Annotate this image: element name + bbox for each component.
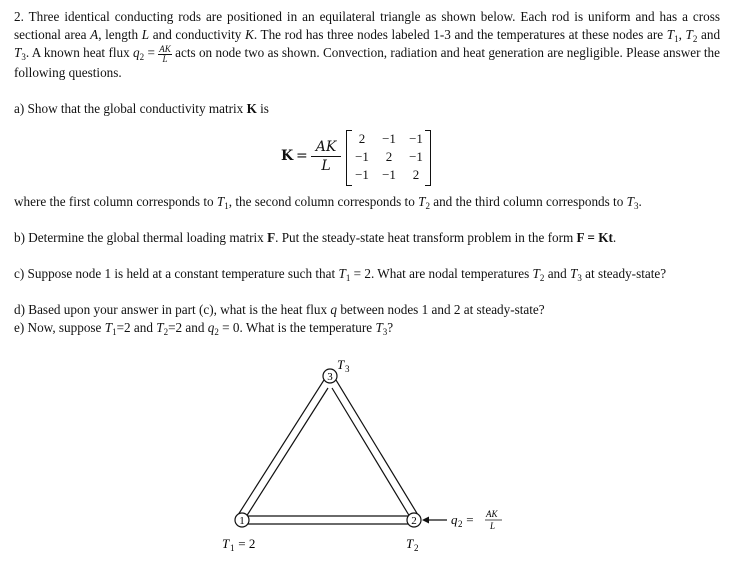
- text: . Put the steady-state heat transform problem in the form: [275, 230, 574, 245]
- sub: 2: [692, 34, 698, 45]
- rods: [238, 380, 418, 524]
- text: and: [547, 266, 567, 281]
- sub: 2: [163, 327, 169, 337]
- column-description: where the first column corresponds to $T_1$, the second column corresponds to $T_2$ and the third column corresponds to $T_3$.: [14, 194, 642, 211]
- den: L: [162, 53, 168, 64]
- text: . The rod has three nodes labeled 1-3 and the temperatures at these nodes are: [253, 27, 664, 43]
- text: and conductivity: [152, 27, 242, 43]
- text: . What are nodal temperatures: [370, 266, 530, 281]
- text: is: [260, 101, 269, 116]
- var: q: [330, 302, 338, 317]
- sub: 2: [539, 273, 545, 283]
- text: e) Now, suppose: [14, 320, 102, 335]
- text: where the first column corresponds to: [14, 194, 214, 209]
- var: T: [14, 45, 22, 61]
- var: F: [267, 230, 276, 245]
- sub: 3: [633, 201, 639, 211]
- t2-sub: 2: [414, 543, 419, 553]
- t2-label: T: [406, 536, 414, 551]
- rod-1-3: [238, 380, 324, 515]
- var: q: [207, 320, 215, 335]
- text: = 2: [353, 266, 371, 281]
- sub: 2: [214, 327, 219, 337]
- var: T: [666, 27, 675, 43]
- matrix-cell: −1: [409, 149, 423, 164]
- text: acts on node two as shown. Convection, radiation and heat generation are negligible. Please answer the following questions.: [14, 45, 720, 80]
- var: L: [141, 27, 150, 43]
- text: and the third column corresponds to: [433, 194, 624, 209]
- var: q: [133, 45, 140, 61]
- var: T: [375, 320, 383, 335]
- var: T: [570, 266, 578, 281]
- text: = 0. What is the temperature: [222, 320, 373, 335]
- var: A: [90, 27, 99, 43]
- node-2-label: 2: [411, 515, 417, 527]
- text: =2 and: [116, 320, 153, 335]
- sub: 1: [345, 273, 351, 283]
- sub: 1: [224, 201, 229, 211]
- matrix-cell: 2: [412, 167, 420, 182]
- matrix-cell: −1: [382, 131, 396, 146]
- text: between nodes 1 and 2 at steady-state?: [340, 302, 545, 317]
- den: L: [321, 158, 331, 174]
- var: K: [246, 101, 257, 116]
- var: T: [104, 320, 113, 335]
- sub: 2: [139, 52, 145, 63]
- t1-label: T: [222, 536, 230, 551]
- var: T: [156, 320, 164, 335]
- var: T: [418, 194, 426, 209]
- var: T: [216, 194, 225, 209]
- matrix-cell: −1: [355, 149, 369, 164]
- sub: 1: [112, 327, 117, 337]
- text: =2 and: [168, 320, 205, 335]
- text: and: [701, 27, 721, 43]
- var: T: [685, 27, 693, 43]
- text: . A known heat flux: [25, 45, 130, 61]
- t3-label: T: [337, 357, 345, 372]
- t1-sub: 1: [230, 543, 235, 553]
- q2-sub: 2: [458, 519, 463, 529]
- text: d) Based upon your answer in part (c), what is the heat flux: [14, 302, 328, 317]
- text: =: [147, 45, 155, 61]
- sub: 1: [674, 34, 679, 45]
- matrix-cell: −1: [382, 167, 396, 182]
- sub: 3: [382, 327, 388, 337]
- rod-1-3-edge: [246, 388, 328, 517]
- equals: =: [296, 148, 308, 164]
- t1-value: = 2: [235, 536, 256, 551]
- text: ?: [387, 320, 394, 335]
- text: ,: [678, 27, 682, 43]
- node-3-label: 3: [327, 371, 333, 383]
- text: , the second column corresponds to: [228, 194, 415, 209]
- node-1-label: 1: [239, 515, 245, 527]
- var: T: [532, 266, 540, 281]
- text: b) Determine the global thermal loading matrix: [14, 230, 264, 245]
- part-b: b) Determine the global thermal loading matrix F. Put the steady-state heat transform problem in the form F = Kt.: [14, 230, 617, 245]
- var: K: [245, 27, 254, 43]
- num: AK: [311, 138, 341, 157]
- q2-den: L: [490, 521, 496, 531]
- sub: 2: [425, 201, 430, 211]
- matrix-cell: −1: [355, 167, 369, 182]
- matrix-cell: 2: [358, 131, 366, 146]
- text: at steady-state?: [585, 266, 667, 281]
- text: c) Suppose node 1 is held at a constant temperature such that: [14, 266, 336, 281]
- sub: 3: [21, 52, 26, 63]
- text: , length: [98, 27, 139, 43]
- var: T: [338, 266, 346, 281]
- matrix-cell: 2: [385, 149, 393, 164]
- rod-2-3-edge: [336, 380, 418, 515]
- matrix-cell: −1: [409, 131, 423, 146]
- matrix-label: K: [281, 148, 294, 164]
- text: a) Show that the global conductivity matrix: [14, 101, 244, 116]
- arrow-head-icon: [422, 517, 429, 524]
- q2-num: AK: [486, 509, 498, 519]
- var: T: [626, 194, 634, 209]
- sub: 3: [577, 273, 582, 283]
- text: 2. Three identical conducting rods are positioned in an equilateral triangle as shown below. Each rod is uniform and has a cross sectional area: [14, 9, 720, 43]
- num: AK: [159, 43, 171, 54]
- t3-sub: 3: [345, 364, 350, 374]
- q2-equals: =: [463, 512, 474, 527]
- q2-label: q: [451, 512, 458, 527]
- equation: F = Kt: [576, 230, 613, 245]
- rod-2-3: [332, 388, 410, 517]
